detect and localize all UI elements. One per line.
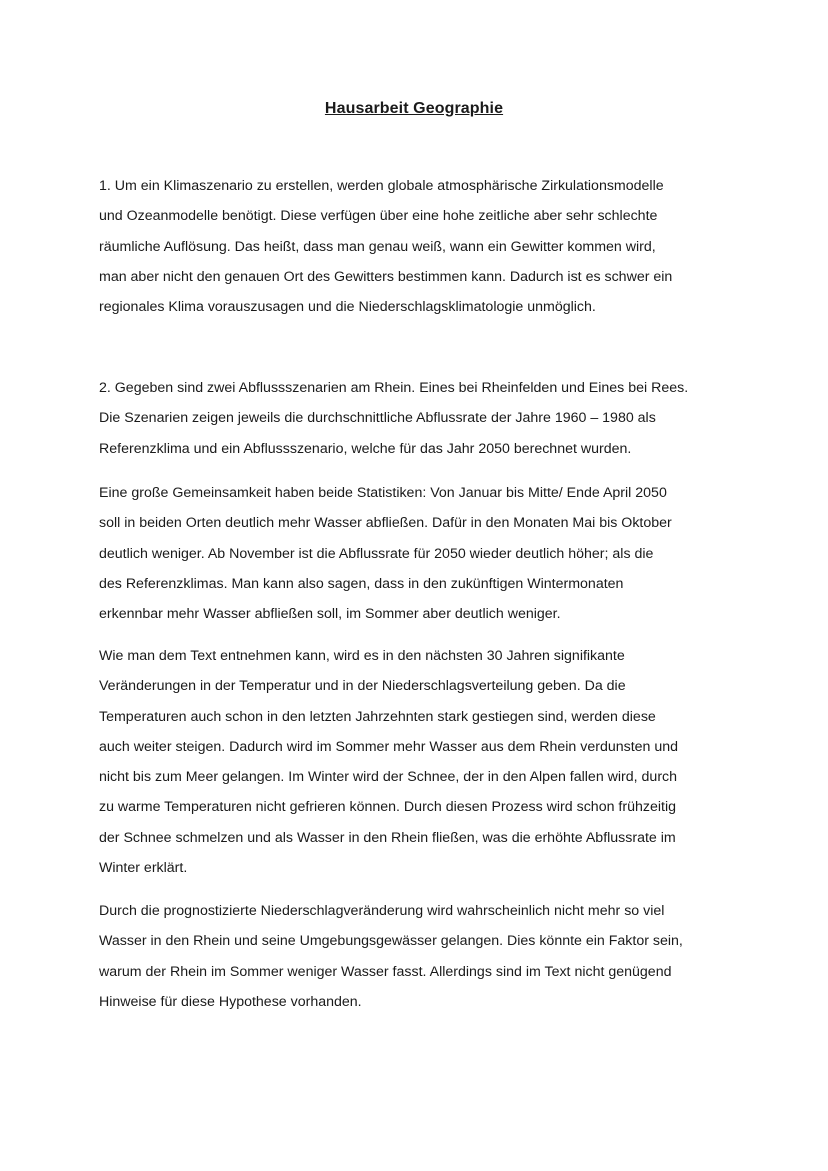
paragraph-line: Durch die prognostizierte Niederschlagveränderung wird wahrscheinlich nicht mehr so viel (99, 903, 665, 919)
paragraph-line: regionales Klima vorauszusagen und die Niederschlagsklimatologie unmöglich. (99, 299, 596, 316)
paragraph-line: und Ozeanmodelle benötigt. Diese verfügen über eine hohe zeitliche aber sehr schlechte (99, 208, 658, 225)
paragraph-line: man aber nicht den genauen Ort des Gewitters bestimmen kann. Dadurch ist es schwer ein (99, 268, 673, 285)
paragraph-line: Eine große Gemeinsamkeit haben beide Statistiken: Von Januar bis Mitte/ Ende April 2050 (99, 485, 667, 501)
paragraph-line: Referenzklima und ein Abflussszenario, welche für das Jahr 2050 berechnet wurden. (99, 440, 632, 457)
paragraph-runoff-scenarios (99, 373, 739, 464)
paragraph-line: räumliche Auflösung. Das heißt, dass man genau weiß, wann ein Gewitter kommen wird, (99, 238, 656, 255)
paragraph-line: auch weiter steigen. Dadurch wird im Sommer mehr Wasser aus dem Rhein verdunsten und (99, 738, 679, 755)
paragraph-line: deutlich weniger. Ab November ist die Abflussrate für 2050 wieder deutlich höher; als die (99, 545, 654, 562)
paragraph-line: Wasser in den Rhein und seine Umgebungsgewässer gelangen. Dies könnte ein Faktor sein, (99, 933, 683, 950)
paragraph-line: soll in beiden Orten deutlich mehr Wasser abfließen. Dafür in den Monaten Mai bis Oktober (99, 515, 672, 532)
paragraph-line: 2. Gegeben sind zwei Abflussszenarien am Rhein. Eines bei Rheinfelden und Eines bei Rees. (99, 380, 689, 396)
paragraph-line: Hinweise für diese Hypothese vorhanden. (99, 993, 362, 1010)
paragraph-line: 1. Um ein Klimaszenario zu erstellen, werden globale atmosphärische Zirkulationsmodelle (99, 178, 664, 194)
paragraph-line: Veränderungen in der Temperatur und in der Niederschlagsverteilung geben. Da die (99, 678, 626, 695)
paragraph-line: warum der Rhein im Sommer weniger Wasser fasst. Allerdings sind im Text nicht genügend (99, 963, 672, 980)
document-title: Hausarbeit Geographie (324, 100, 504, 117)
paragraph-line: nicht bis zum Meer gelangen. Im Winter wird der Schnee, der in den Alpen fallen wird, durch (99, 769, 678, 786)
paragraph-climate-scenario (99, 171, 739, 322)
paragraph-line: Die Szenarien zeigen jeweils die durchschnittliche Abflussrate der Jahre 1960 – 1980 als (99, 410, 656, 427)
paragraph-line: Winter erklärt. (99, 860, 188, 877)
paragraph-line: erkennbar mehr Wasser abfließen soll, im Sommer aber deutlich weniger. (99, 606, 561, 623)
paragraph-line: des Referenzklimas. Man kann also sagen, dass in den zukünftigen Wintermonaten (99, 575, 624, 592)
paragraph-temperature-changes (99, 641, 739, 883)
paragraph-line: der Schnee schmelzen und als Wasser in den Rhein fließen, was die erhöhte Abflussrate im (99, 829, 676, 846)
paragraph-line: zu warme Temperaturen nicht gefrieren können. Durch diesen Prozess wird schon frühzeitig (99, 799, 676, 816)
paragraph-common-feature (99, 478, 739, 629)
paragraph-line: Wie man dem Text entnehmen kann, wird es in den nächsten 30 Jahren signifikante (99, 648, 625, 664)
paragraph-precipitation-hypothesis (99, 896, 739, 1017)
paragraph-line: Temperaturen auch schon in den letzten Jahrzehnten stark gestiegen sind, werden diese (99, 708, 656, 725)
